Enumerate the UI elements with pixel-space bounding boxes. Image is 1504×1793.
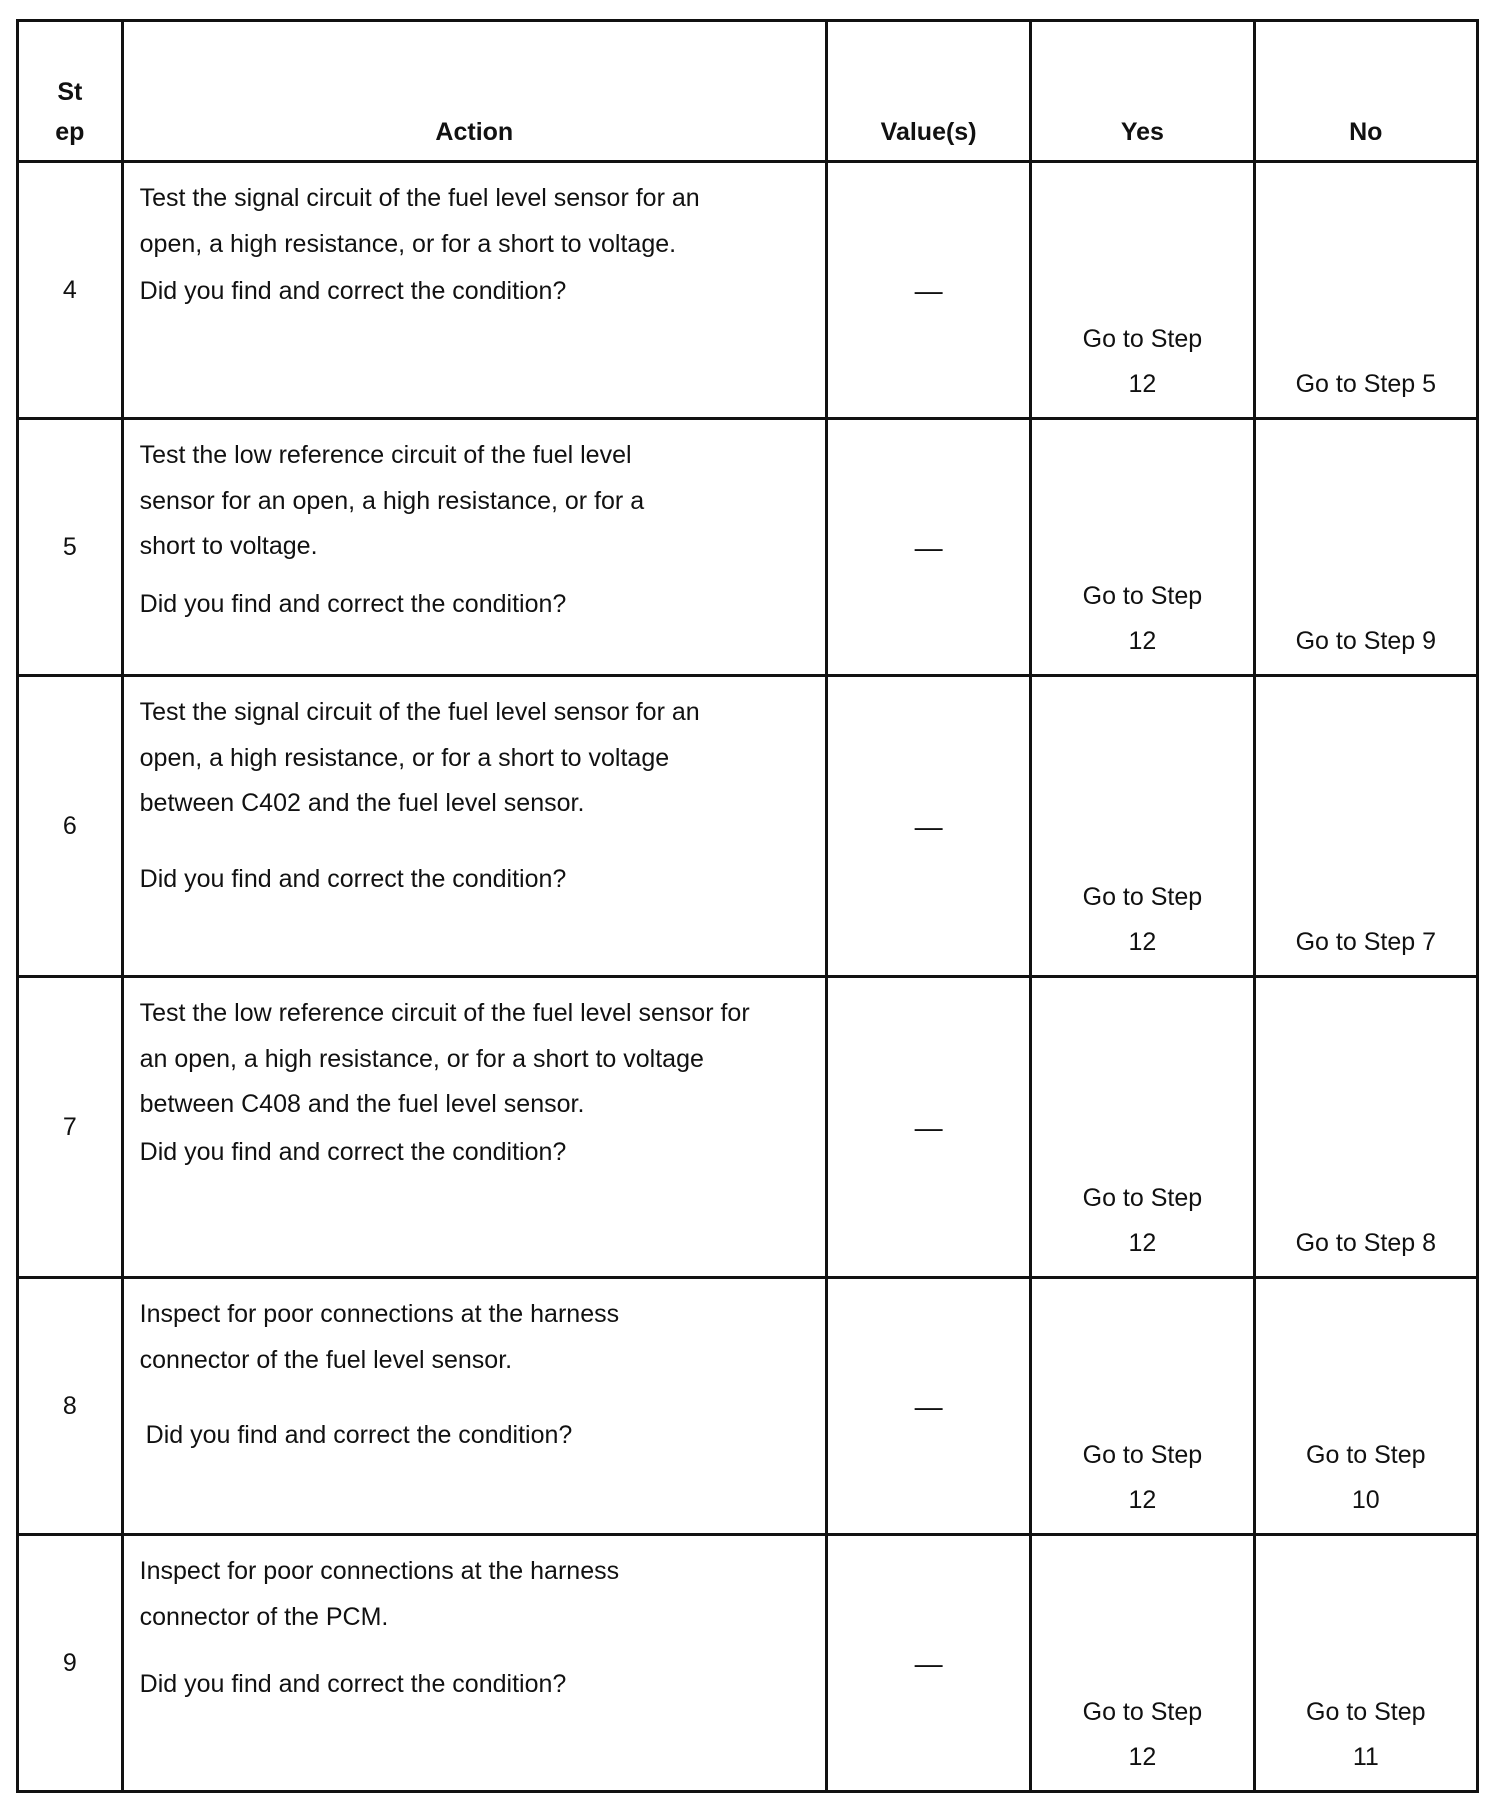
action-cell (122, 419, 826, 676)
table-row (18, 977, 1478, 1278)
yes-result: Go to Step 12 (1082, 1441, 1203, 1514)
action-cell (122, 162, 826, 419)
action-question: Did you find and correct the condition? (139, 1137, 567, 1166)
action-question: Did you find and correct the condition? (145, 1421, 573, 1449)
no-result: Go to Step 5 (1295, 370, 1436, 398)
table-row (18, 1278, 1478, 1535)
action-cell (122, 676, 826, 977)
yes-column-header (1031, 21, 1254, 162)
value-cell: — (826, 419, 1030, 676)
step-number: 7 (18, 977, 123, 1278)
yes-cell (1031, 419, 1254, 676)
step-number: 9 (18, 1535, 123, 1792)
step-number: 8 (18, 1278, 123, 1535)
no-result: Go to Step 9 (1295, 627, 1436, 655)
action-question: Did you find and correct the condition? (139, 589, 567, 618)
yes-cell (1031, 162, 1254, 419)
no-cell (1254, 977, 1477, 1278)
action-text: Inspect for poor connections at the harness connector of the fuel level sensor. (139, 1300, 620, 1374)
step-header-text: Step (55, 78, 85, 146)
yes-cell (1031, 676, 1254, 977)
action-question: Did you find and correct the condition? (139, 277, 567, 305)
no-cell (1254, 1278, 1477, 1535)
yes-header-text: Yes (1120, 118, 1164, 146)
diagnostic-steps-table (16, 19, 1479, 1793)
no-result: Go to Step 10 (1306, 1441, 1426, 1514)
value-cell: — (826, 1278, 1030, 1535)
yes-cell (1031, 1535, 1254, 1792)
no-cell (1254, 676, 1477, 977)
no-column-header (1254, 21, 1477, 162)
yes-cell (1031, 977, 1254, 1278)
action-column-header (122, 21, 826, 162)
value-cell: — (826, 162, 1030, 419)
table-row (18, 676, 1478, 977)
yes-cell (1031, 1278, 1254, 1535)
action-question: Did you find and correct the condition? (139, 864, 567, 893)
step-number: 4 (18, 162, 123, 419)
step-number: 5 (18, 419, 123, 676)
values-header-text: Value(s) (880, 118, 977, 146)
table-row (18, 419, 1478, 676)
value-cell: — (826, 676, 1030, 977)
no-result: Go to Step 8 (1295, 1229, 1436, 1257)
action-text: Test the signal circuit of the fuel level sensor for an open, a high resistance, or for a short to voltage. (139, 184, 700, 258)
no-header-text: No (1349, 118, 1383, 146)
action-text: Test the low reference circuit of the fuel level sensor for an open, a high resistance, or for a short to voltage between C408 and the fuel level sensor. (139, 999, 750, 1118)
step-column-header (18, 21, 123, 162)
action-cell (122, 1278, 826, 1535)
no-result: Go to Step 11 (1306, 1698, 1426, 1771)
value-cell: — (826, 977, 1030, 1278)
step-number: 6 (18, 676, 123, 977)
yes-result: Go to Step 12 (1082, 582, 1203, 655)
values-column-header (826, 21, 1030, 162)
action-text: Test the low reference circuit of the fuel level sensor for an open, a high resistance, or for a short to voltage. (139, 441, 645, 560)
no-result: Go to Step 7 (1295, 928, 1436, 956)
action-cell (122, 977, 826, 1278)
action-text: Inspect for poor connections at the harness connector of the PCM. (139, 1557, 620, 1631)
no-cell (1254, 1535, 1477, 1792)
action-cell (122, 1535, 826, 1792)
table-header-row (18, 21, 1478, 162)
yes-result: Go to Step 12 (1082, 325, 1203, 398)
action-question: Did you find and correct the condition? (139, 1670, 567, 1698)
value-cell: — (826, 1535, 1030, 1792)
yes-result: Go to Step 12 (1082, 883, 1203, 956)
action-text: Test the signal circuit of the fuel level sensor for an open, a high resistance, or for a short to voltage between C402 and the fuel level sensor. (139, 698, 700, 817)
table-row (18, 162, 1478, 419)
no-cell (1254, 419, 1477, 676)
no-cell (1254, 162, 1477, 419)
table-row (18, 1535, 1478, 1792)
yes-result: Go to Step 12 (1082, 1698, 1203, 1771)
yes-result: Go to Step 12 (1082, 1184, 1203, 1257)
action-header-text: Action (435, 118, 514, 146)
